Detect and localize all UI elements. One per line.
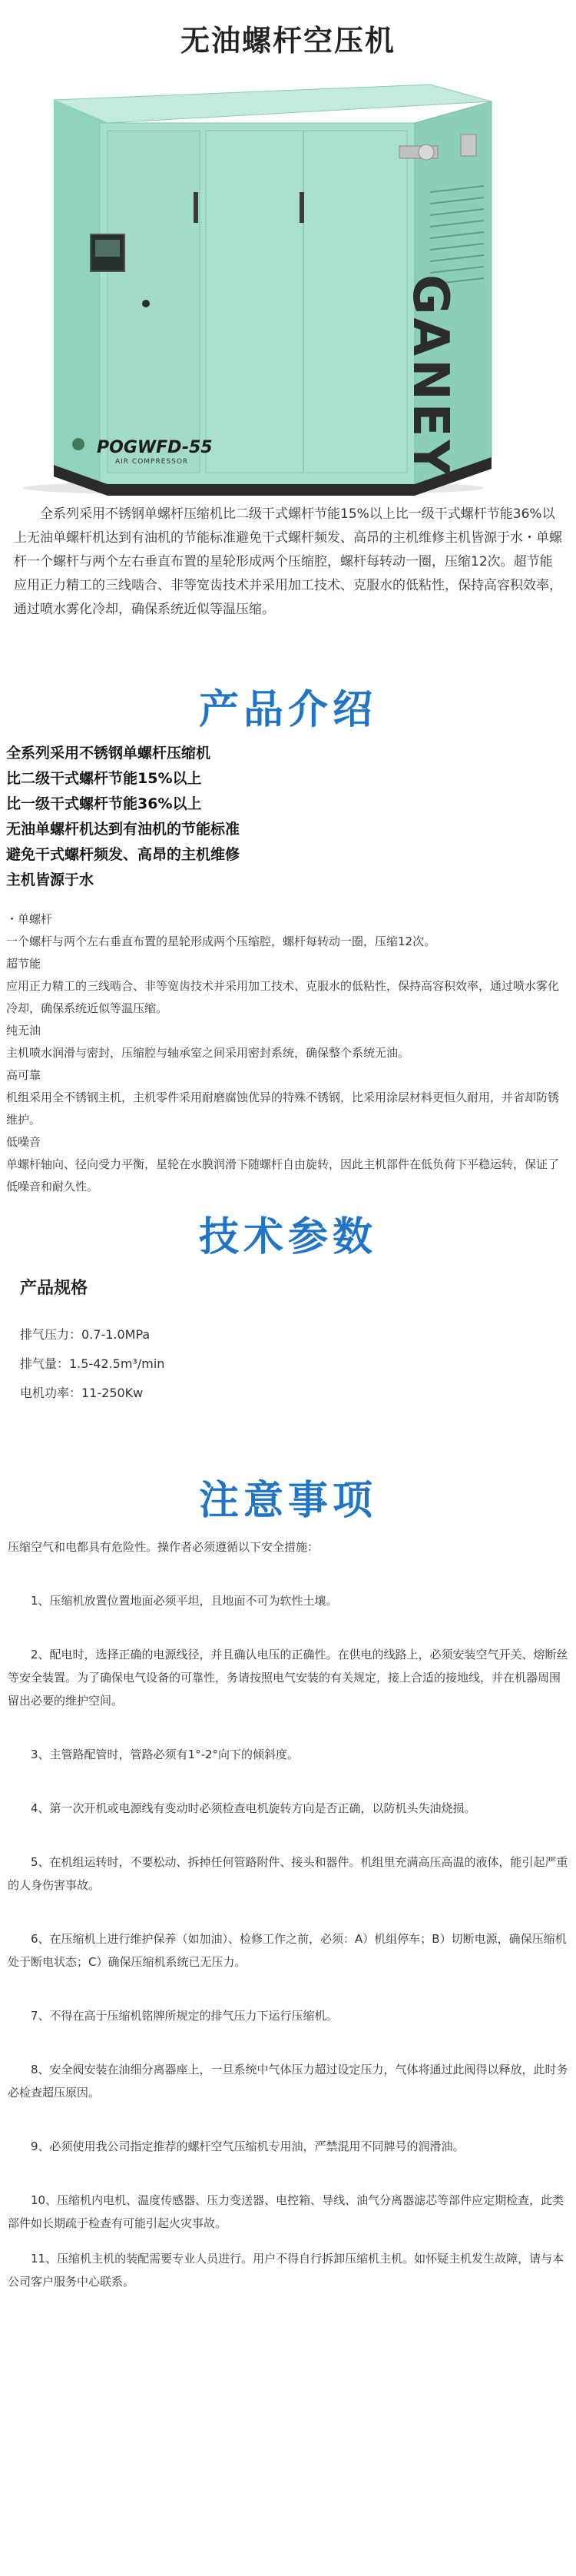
section-title-notes: 注意事项: [198, 1478, 377, 1524]
model-sub-label: AIR COMPRESSOR: [115, 458, 189, 466]
spec-list: [0, 1320, 576, 1466]
feature-text: 机组采用全不锈钢主机，主机零件采用耐磨腐蚀优异的特殊不锈钢，比采用涂层材料更恒久耐用，并省却防锈维护。: [6, 1090, 560, 1127]
product-features: [0, 908, 576, 1203]
section-title-tech: 技术参数: [198, 1214, 377, 1260]
feature-heading: ・单螺杆: [6, 912, 53, 926]
feature-text: 应用正力精工的三线啮合、非等宽齿技术并采用加工技术、克服水的低粘性，保持高容积效率，通过喷水雾化冷却，确保系统近似等温压缩。: [6, 979, 560, 1015]
highlight-line: 主机皆源于水: [6, 871, 94, 888]
note-item: 11、压缩机主机的装配需要专业人员进行。用户不得自行拆卸压缩机主机。如怀疑主机发生故障，请与本公司客户服务中心联系。: [8, 2252, 564, 2289]
note-item: 3、主管路配管时，管路必须有1°-2°向下的倾斜度。: [31, 1748, 300, 1761]
feature-heading: 纯无油: [6, 1024, 41, 1037]
note-item: 6、在压缩机上进行维护保养（如加油）、检修工作之前，必须：A）机组停车；B）切断电源，确保压缩机处于断电状态；C）确保压缩机系统已无压力。: [8, 1932, 567, 1969]
note-item: 9、必须使用我公司指定推荐的螺杆空气压缩机专用油，严禁混用不同牌号的润滑油。: [31, 2139, 465, 2153]
page-title: 无油螺杆空压机: [180, 24, 396, 58]
feature-heading: 高可靠: [6, 1068, 41, 1082]
note-item: 4、第一次开机或电源线有变动时必须检查电机旋转方向是否正确，以防机头失油烧损。: [31, 1801, 476, 1815]
product-highlights: [0, 741, 576, 908]
brand-logo: GANEY: [402, 274, 458, 479]
note-item: 8、安全阀安装在油细分离器座上，一旦系统中气体压力超过设定压力，气体将通过此阀得以释放，此时务必检查超压原因。: [8, 2063, 568, 2100]
note-item: 1、压缩机放置位置地面必须平坦，且地面不可为软性土壤。: [31, 1594, 338, 1608]
feature-heading: 低噪音: [6, 1135, 41, 1149]
feature-text: 一个螺杆与两个左右垂直布置的星轮形成两个压缩腔，螺杆每转动一圈，压缩12次。: [6, 934, 436, 948]
highlight-line: 比一级干式螺杆节能36%以上: [6, 795, 202, 812]
compressor-illustration: [0, 54, 576, 500]
intro-paragraph: 全系列采用不锈钢单螺杆压缩机比二级干式螺杆节能15%以上比一级干式螺杆节能36%以上无油单螺杆机达到有油机的节能标准避免干式螺杆频发、高昂的主机维修主机皆源于水・单螺杆一个螺杆与两个左右垂直布置的星轮形成两个压缩腔，螺杆每转动一圈，压缩12次。超节能应用正力精工的三线啮合、非等宽齿技术并采用加工技术、克服水的低粘性，保持高容积效率，通过喷水雾化冷却，确保系统近似等温压缩。: [14, 506, 562, 617]
note-item: 5、在机组运转时，不要松动、拆掉任何管路附件、接头和器件。机组里充满高压高温的液体，能引起严重的人身伤害事故。: [8, 1855, 568, 1892]
highlight-line: 全系列采用不锈钢单螺杆压缩机: [6, 745, 211, 762]
spec-heading: 产品规格: [20, 1279, 88, 1298]
model-label: POGWFD-55: [97, 438, 213, 457]
highlight-line: 避免干式螺杆频发、高昂的主机维修: [6, 846, 240, 863]
note-item: 7、不得在高于压缩机铭牌所规定的排气压力下运行压缩机。: [31, 2009, 338, 2023]
product-image: [0, 54, 576, 500]
feature-text: 单螺杆轴向、径向受力平衡，星轮在水膜润滑下随螺杆自由旋转，因此主机部件在低负荷下平稳运转，保证了低噪音和耐久性。: [6, 1157, 560, 1193]
note-item: 2、配电时，选择正确的电源线径，并且确认电压的正确性。在供电的线路上，必须安装空气开关、熔断丝等安全装置。为了确保电气设备的可靠性，务请按照电气安装的有关规定，接上合适的接地线，并在机器周围留出必要的维护空间。: [8, 1648, 568, 1708]
highlight-line: 无油单螺杆机达到有油机的节能标准: [6, 821, 240, 838]
section-title-product: 产品介绍: [198, 687, 377, 733]
note-item: 10、压缩机内电机、温度传感器、压力变送器、电控箱、导线、油气分离器滤芯等部件应定期检查，此类部件如长期疏于检查有可能引起火灾事故。: [8, 2193, 564, 2230]
feature-heading: 超节能: [6, 957, 41, 971]
notes-lead: 压缩空气和电都具有危险性。操作者必须遵循以下安全措施：: [8, 1540, 319, 1554]
highlight-line: 比二级干式螺杆节能15%以上: [6, 770, 202, 787]
spec-line: 排气压力：0.7-1.0MPa: [20, 1327, 151, 1342]
notes-list: [0, 1535, 576, 2293]
spec-line: 电机功率：11-250Kw: [20, 1386, 144, 1400]
feature-text: 主机喷水润滑与密封，压缩腔与轴承室之间采用密封系统，确保整个系统无油。: [6, 1046, 410, 1060]
spec-line: 排气量：1.5-42.5m³/min: [20, 1356, 165, 1371]
